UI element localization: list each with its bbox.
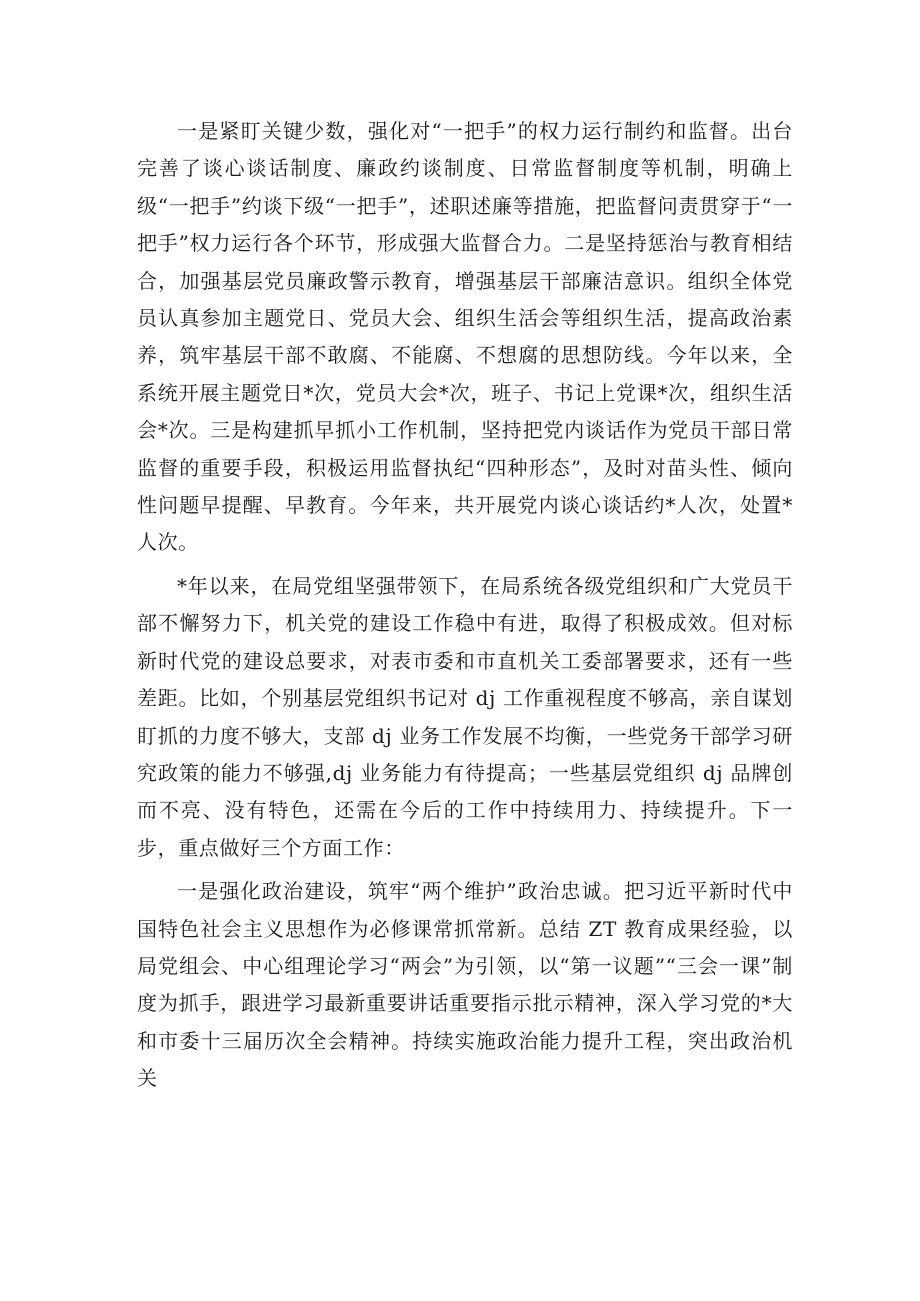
document-body	[137, 113, 793, 1104]
paragraph-achievements-gaps: *年以来，在局党组坚强带领下，在局系统各级党组织和广大党员干部不懈努力下，机关党的建设工作稳中有进，取得了积极成效。但对标新时代党的建设总要求，对表市委和市直机关工委部署要求，还有一些差距。比如，个别基层党组织书记对 dj 工作重视程度不够高，亲自谋划盯抓的力度不够大，支部 dj 业务工作发展不均衡，一些党务干部学习研究政策的能力不够强,dj 业务能力有待提高；一些基层党组织 dj 品牌创而不亮、没有特色，还需在今后的工作中持续用力、持续提升。下一步，重点做好三个方面工作：	[137, 573, 793, 860]
paragraph-political-building: 一是强化政治建设，筑牢“两个维护”政治忠诚。把习近平新时代中国特色社会主义思想作为必修课常抓常新。总结 ZT 教育成果经验，以局党组会、中心组理论学习“两会”为引领，以“第一议题”“三会一课”制度为抓手，跟进学习最新重要讲话重要指示批示精神，深入学习党的*大和市委十三届历次全会精神。持续实施政治能力提升工程，突出政治机关	[137, 879, 793, 1091]
paragraph-supervision: 一是紧盯关键少数，强化对“一把手”的权力运行制约和监督。出台完善了谈心谈话制度、廉政约谈制度、日常监督制度等机制，明确上级“一把手”约谈下级“一把手”，述职述廉等措施，把监督问责贯穿于“一把手”权力运行各个环节，形成强大监督合力。二是坚持惩治与教育相结合，加强基层党员廉政警示教育，增强基层干部廉洁意识。组织全体党员认真参加主题党日、党员大会、组织生活会等组织生活，提高政治素养，筑牢基层干部不敢腐、不能腐、不想腐的思想防线。今年以来，全系统开展主题党日*次，党员大会*次，班子、书记上党课*次，组织生活会*次。三是构建抓早抓小工作机制，坚持把党内谈话作为党员干部日常监督的重要手段，积极运用监督执纪“四种形态”，及时对苗头性、倾向性问题早提醒、早教育。今年来，共开展党内谈心谈话约*人次，处置*人次。	[137, 119, 793, 555]
